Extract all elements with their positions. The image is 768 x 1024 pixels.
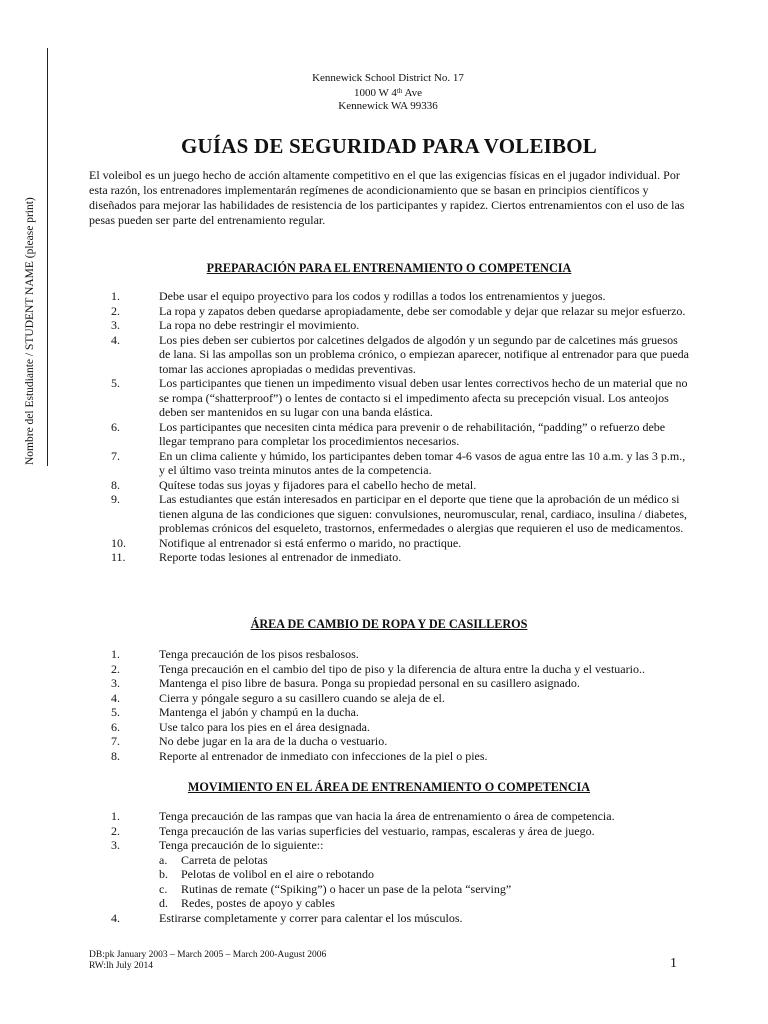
sublist-item: a. Carreta de pelotas (159, 852, 268, 867)
student-name-label: Nombre del Estudiante / STUDENT NAME (please print) (24, 197, 36, 465)
district-name: Kennewick School District No. 17 (312, 72, 464, 84)
list-item: 5. Los participantes que tienen un impedimento visual deben usar lentes correctivos hecho de un material que no se rompa (“shatterproof”) o lentes de contacto si el impedimento afecta su precepción visual. Los anteojos deben ser mantenidos en su lugar con una banda elástica. (111, 376, 688, 419)
list-preparacion (89, 289, 689, 565)
letterhead (0, 72, 768, 113)
list-item: 3. Tenga precaución de lo siguiente:: a. Carreta de pelotas b. Pelotas de volibol en el aire o rebotando c. Rutinas de remate (“Spiking”) o hacer un pase de la pelota “serving” d. Redes, postes de apoyo y cables (89, 838, 689, 911)
intro-paragraph: El voleibol es un juego hecho de acción altamente competitivo en el que las exigencias físicas en el jugador individual. Por esta razón, los entrenadores implementarán regímenes de acondicionamiento que se basan en principios científicos y diseñados para mejorar las habilidades de resistencia de los participantes y rapidez. Ciertos entrenamientos con el uso de las pesas pueden ser parte del entrenamiento regular. (89, 168, 685, 227)
page-title: GUÍAS DE SEGURIDAD PARA VOLEIBOL (181, 134, 597, 158)
district-city: Kennewick WA 99336 (338, 100, 438, 112)
list-item: 4. Los pies deben ser cubiertos por calcetines delgados de algodón y un segundo par de calcetines más gruesos de lana. Si las ampollas son un problema crónico, o empiezan aparecer, notifique al entrenador para que pueda tomar las acciones apropiadas o medidas preventivas. (111, 332, 689, 376)
revision-line-2: RW:lh July 2014 (89, 961, 154, 971)
list-item: 9. Las estudiantes que están interesados en participar en el deporte que tiene que la aprobación de un médico si tienen alguna de las condiciones que siguen: convulsiones, neuromuscular, renal, cardiaco, insulina / diabetes, problemas crónicos del esqueleto, trastornos, enfermedades o alergias que requieren el uso de medicamentos. (111, 492, 688, 535)
section-heading-movimiento: MOVIMIENTO EN EL ÁREA DE ENTRENAMIENTO O COMPETENCIA (187, 780, 591, 794)
list-movimiento (89, 809, 689, 925)
sublist-precauciones (159, 853, 689, 911)
list-item: 2. La ropa y zapatos deben quedarse apropiadamente, debe ser comodable y dejar que relazar su mejor esfuerzo. (111, 303, 686, 318)
section-heading-preparacion: PREPARACIÓN PARA EL ENTRENAMIENTO O COMPETENCIA (206, 261, 572, 275)
section-heading-casilleros: ÁREA DE CAMBIO DE ROPA Y DE CASILLEROS (250, 617, 528, 631)
sublist-item: d. Redes, postes de apoyo y cables (159, 896, 335, 910)
list-item: 11. Reporte todas lesiones al entrenador de inmediato. (111, 550, 402, 564)
list-item: 8. Quítese todas sus joyas y fijadores para el cabello hecho de metal. (111, 477, 477, 492)
list-item: 7. No debe jugar en la ara de la ducha o vestuario. (111, 734, 388, 748)
list-item: 4. Cierra y póngale seguro a su casillero cuando se aleja de el. (111, 690, 445, 705)
revision-line-1: DB:pk January 2003 – March 2005 – March 200-August 2006 (89, 950, 327, 960)
page-number: 1 (670, 956, 677, 971)
list-item: 5. Mantenga el jabón y champú en la ducha. (111, 705, 359, 719)
list-item: 3. La ropa no debe restringir el movimiento. (111, 318, 360, 332)
sublist-item: b. Pelotas de volibol en el aire o rebotando (159, 867, 374, 881)
sublist-item: c. Rutinas de remate (“Spiking”) o hacer un pase de la pelota “serving” (159, 881, 512, 896)
list-casilleros (89, 647, 689, 763)
list-item: 4. Estirarse completamente y correr para calentar el los músculos. (111, 910, 463, 925)
list-item: 2. Tenga precaución en el cambio del tipo de piso y la diferencia de altura entre la ducha y el vestuario.. (111, 661, 645, 676)
list-item: 8. Reporte al entrenador de inmediato con infecciones de la piel o pies. (111, 748, 488, 763)
list-item: 1. Tenga precaución de las rampas que van hacia la área de entrenamiento o área de competencia. (111, 809, 615, 823)
district-address: 1000 W 4th Ave (353, 87, 423, 99)
list-item: 1. Debe usar el equipo proyectivo para los codos y rodillas a todos los entrenamientos y juegos. (111, 289, 606, 303)
revision-footer (89, 950, 326, 972)
list-item: 6. Use talco para los pies en el área designada. (111, 719, 370, 734)
list-item: 3. Mantenga el piso libre de basura. Ponga su propiedad personal en su casillero asignado. (111, 676, 580, 690)
list-item: 2. Tenga precaución de las varias superficies del vestuario, rampas, escaleras y área de juego. (111, 823, 595, 838)
list-item: 7. En un clima caliente y húmido, los participantes deben tomar 4-6 vasos de agua entre las 10 a.m. y las 3 p.m., y el último vaso treinta minutos antes de la competencia. (111, 448, 686, 477)
list-item: 6. Los participantes que necesiten cinta médica para prevenir o de rehabilitación, “padding” o refuerzo debe llegar temprano para completar los procedimientos necesarios. (111, 419, 666, 448)
list-item: 10. Notifique al entrenador si está enfermo o marido, no practique. (111, 535, 462, 550)
list-item: 1. Tenga precaución de los pisos resbalosos. (111, 647, 359, 661)
